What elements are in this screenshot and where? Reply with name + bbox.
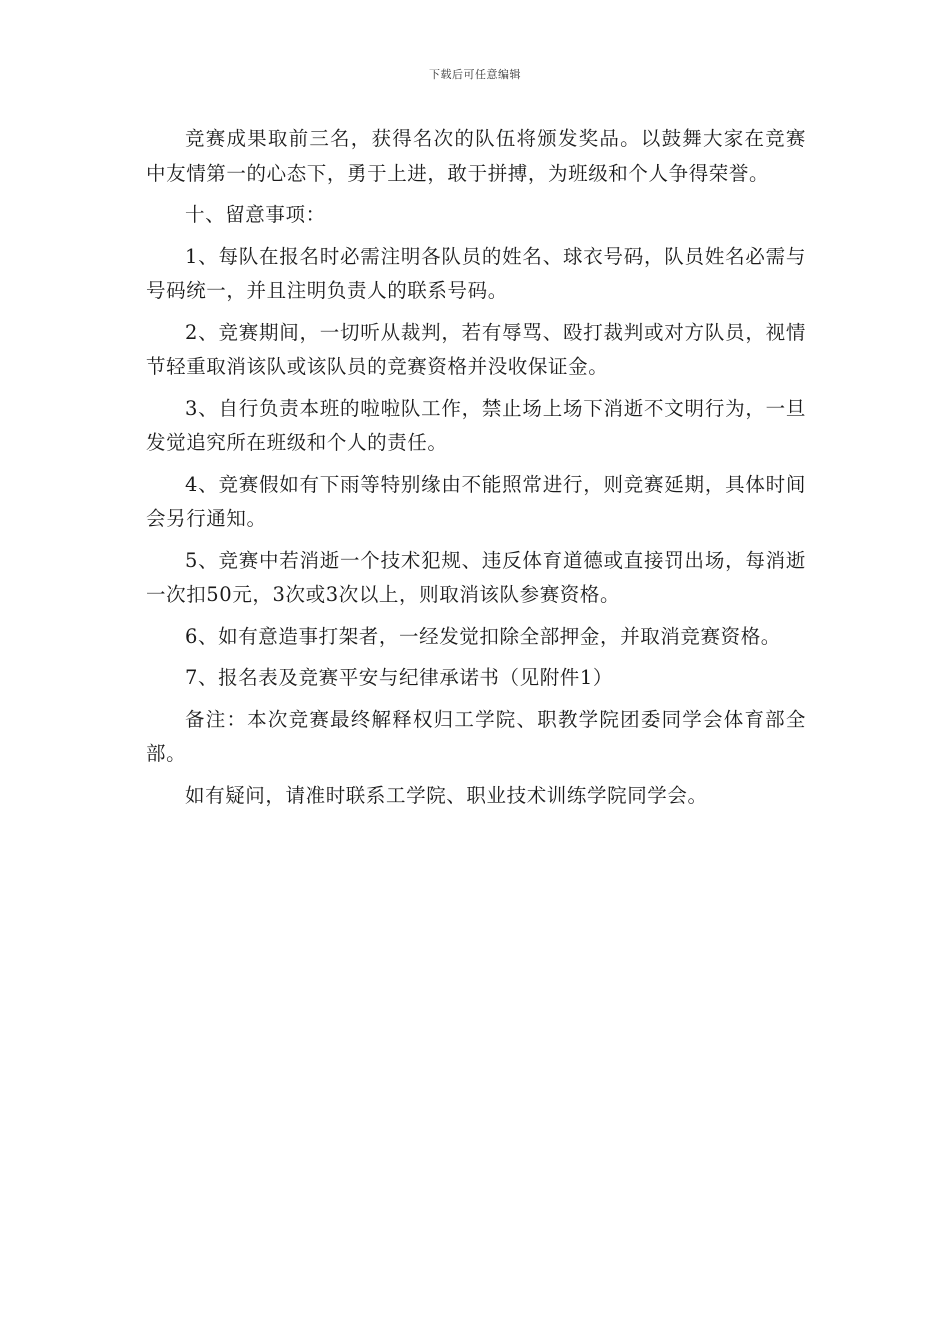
section-heading-notes: 十、留意事项：: [185, 203, 326, 226]
paragraph-note-1: 1、每队在报名时必需注明各队员的姓名、球衣号码，队员姓名必需与号码统一，并且注明负责人的联系号码。: [146, 244, 806, 302]
paragraph-note-3: 3、自行负责本班的啦啦队工作，禁止场上场下消逝不文明行为，一旦发觉追究所在班级和个人的责任。: [146, 396, 806, 454]
paragraph-remark: 备注：本次竞赛最终解释权归工学院、职教学院团委同学会体育部全部。: [146, 707, 806, 765]
paragraph-awards: 竞赛成果取前三名，获得名次的队伍将颁发奖品。以鼓舞大家在竞赛中友情第一的心态下，勇于上进，敢于拼搏，为班级和个人争得荣誉。: [146, 127, 806, 185]
page-header-note: 下载后可任意编辑: [429, 68, 521, 81]
paragraph-note-5: 5、竞赛中若消逝一个技术犯规、违反体育道德或直接罚出场，每消逝一次扣50元，3次或3次以上，则取消该队参赛资格。: [146, 548, 806, 606]
paragraph-note-7: 7、报名表及竞赛平安与纪律承诺书（见附件1）: [185, 666, 614, 689]
paragraph-note-2: 2、竞赛期间，一切听从裁判，若有辱骂、殴打裁判或对方队员，视情节轻重取消该队或该队员的竞赛资格并没收保证金。: [146, 320, 806, 378]
paragraph-contact: 如有疑问，请准时联系工学院、职业技术训练学院同学会。: [185, 783, 708, 807]
document-body: [146, 122, 806, 820]
paragraph-note-4: 4、竞赛假如有下雨等特别缘由不能照常进行，则竞赛延期，具体时间会另行通知。: [146, 472, 806, 530]
paragraph-note-6: 6、如有意造事打架者，一经发觉扣除全部押金，并取消竞赛资格。: [185, 624, 781, 648]
